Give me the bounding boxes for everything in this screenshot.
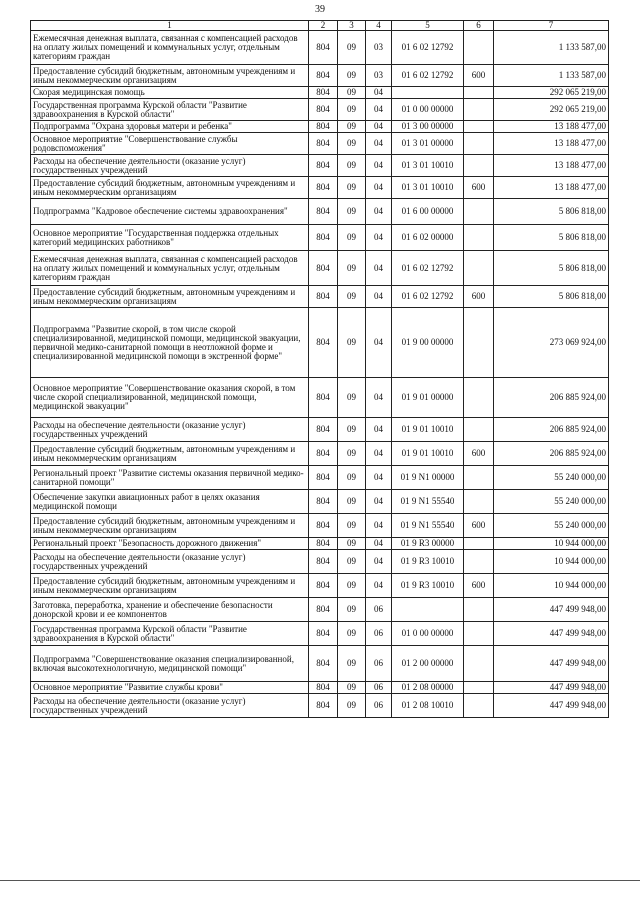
section-code-cell: 09 [338,466,366,490]
row-name-cell: Основное мероприятие "Совершенствование оказания скорой, в том числе скорой специализированной, медицинской помощи, медицинской эвакуации" [31,378,309,418]
target-article-cell: 01 6 02 12792 [392,65,464,87]
target-article-cell: 01 2 08 10010 [392,694,464,718]
amount-cell: 10 944 000,00 [494,550,609,574]
ministry-code-cell: 804 [309,286,338,308]
ministry-code-cell: 804 [309,225,338,251]
target-article-cell: 01 9 00 00000 [392,308,464,378]
section-code-cell: 09 [338,133,366,155]
expense-type-cell [464,682,494,694]
section-code-cell: 09 [338,155,366,177]
ministry-code-cell: 804 [309,550,338,574]
ministry-code-cell: 804 [309,682,338,694]
ministry-code-cell: 804 [309,378,338,418]
table-row [31,251,609,286]
target-article-cell: 01 9 01 00000 [392,378,464,418]
ministry-code-cell: 804 [309,251,338,286]
table-row [31,442,609,466]
expense-type-cell [464,133,494,155]
row-name-cell: Предоставление субсидий бюджетным, автономным учреждениям и иным некоммерческим организациям [31,442,309,466]
amount-cell: 5 806 818,00 [494,199,609,225]
section-code-cell: 09 [338,598,366,622]
table-body [31,31,609,718]
section-code-cell: 09 [338,199,366,225]
target-article-cell: 01 9 R3 00000 [392,538,464,550]
ministry-code-cell: 804 [309,31,338,65]
table-row [31,177,609,199]
table-row [31,225,609,251]
subsection-code-cell: 04 [366,87,392,99]
section-code-cell: 09 [338,622,366,646]
expense-type-cell: 600 [464,442,494,466]
subsection-code-cell: 04 [366,308,392,378]
row-name-cell: Заготовка, переработка, хранение и обеспечение безопасности донорской крови и ее компонентов [31,598,309,622]
expense-type-cell [464,490,494,514]
section-code-cell: 09 [338,308,366,378]
target-article-cell: 01 0 00 00000 [392,622,464,646]
section-code-cell: 09 [338,65,366,87]
amount-cell: 55 240 000,00 [494,466,609,490]
target-article-cell: 01 3 01 00000 [392,133,464,155]
target-article-cell: 01 9 N1 00000 [392,466,464,490]
subsection-code-cell: 04 [366,155,392,177]
table-row [31,622,609,646]
target-article-cell: 01 6 02 12792 [392,251,464,286]
table-row [31,514,609,538]
table-row [31,308,609,378]
subsection-code-cell: 04 [366,121,392,133]
subsection-code-cell: 06 [366,622,392,646]
expense-type-cell [464,622,494,646]
amount-cell: 447 499 948,00 [494,646,609,682]
expense-type-cell [464,87,494,99]
table-row [31,538,609,550]
section-code-cell: 09 [338,694,366,718]
target-article-cell: 01 9 R3 10010 [392,550,464,574]
target-article-cell: 01 0 00 00000 [392,99,464,121]
amount-cell: 292 065 219,00 [494,87,609,99]
ministry-code-cell: 804 [309,65,338,87]
section-code-cell: 09 [338,418,366,442]
expense-type-cell [464,99,494,121]
subsection-code-cell: 04 [366,225,392,251]
expense-type-cell: 600 [464,286,494,308]
ministry-code-cell: 804 [309,418,338,442]
subsection-code-cell: 04 [366,418,392,442]
subsection-code-cell: 04 [366,286,392,308]
section-code-cell: 09 [338,574,366,598]
row-name-cell: Основное мероприятие "Совершенствование службы родовспоможения" [31,133,309,155]
amount-cell: 447 499 948,00 [494,682,609,694]
target-article-cell: 01 9 R3 10010 [392,574,464,598]
amount-cell: 55 240 000,00 [494,490,609,514]
target-article-cell: 01 6 02 12792 [392,286,464,308]
row-name-cell: Предоставление субсидий бюджетным, автономным учреждениям и иным некоммерческим организациям [31,514,309,538]
expense-type-cell: 600 [464,65,494,87]
table-row [31,694,609,718]
amount-cell: 13 188 477,00 [494,155,609,177]
ministry-code-cell: 804 [309,308,338,378]
expense-type-cell [464,31,494,65]
expense-type-cell [464,694,494,718]
subsection-code-cell: 04 [366,177,392,199]
expense-type-cell [464,538,494,550]
row-name-cell: Расходы на обеспечение деятельности (оказание услуг) государственных учреждений [31,550,309,574]
section-code-cell: 09 [338,378,366,418]
subsection-code-cell: 04 [366,550,392,574]
target-article-cell: 01 6 00 00000 [392,199,464,225]
table-row [31,682,609,694]
subsection-code-cell: 04 [366,574,392,598]
row-name-cell: Предоставление субсидий бюджетным, автономным учреждениям и иным некоммерческим организациям [31,177,309,199]
page-number: 39 [315,4,325,15]
row-name-cell: Основное мероприятие "Развитие службы крови" [31,682,309,694]
expense-type-cell [464,155,494,177]
row-name-cell: Предоставление субсидий бюджетным, автономным учреждениям и иным некоммерческим организациям [31,286,309,308]
bottom-rule [0,880,640,881]
subsection-code-cell: 04 [366,378,392,418]
section-code-cell: 09 [338,682,366,694]
section-code-cell: 09 [338,121,366,133]
row-name-cell: Предоставление субсидий бюджетным, автономным учреждениям и иным некоммерческим организациям [31,574,309,598]
header-row [31,21,609,31]
amount-cell: 273 069 924,00 [494,308,609,378]
expense-type-cell [464,466,494,490]
table-row [31,65,609,87]
row-name-cell: Государственная программа Курской области "Развитие здравоохранения в Курской области" [31,99,309,121]
subsection-code-cell: 06 [366,598,392,622]
ministry-code-cell: 804 [309,442,338,466]
column-header: 4 [366,21,392,31]
subsection-code-cell: 04 [366,514,392,538]
row-name-cell: Расходы на обеспечение деятельности (оказание услуг) государственных учреждений [31,694,309,718]
row-name-cell: Региональный проект "Развитие системы оказания первичной медико-санитарной помощи" [31,466,309,490]
expense-type-cell [464,199,494,225]
row-name-cell: Подпрограмма "Совершенствование оказания специализированной, включая высокотехнологичную, медицинской помощи" [31,646,309,682]
amount-cell: 55 240 000,00 [494,514,609,538]
ministry-code-cell: 804 [309,514,338,538]
target-article-cell: 01 6 02 12792 [392,31,464,65]
target-article-cell: 01 3 01 10010 [392,177,464,199]
section-code-cell: 09 [338,31,366,65]
column-header: 3 [338,21,366,31]
target-article-cell: 01 2 00 00000 [392,646,464,682]
section-code-cell: 09 [338,99,366,121]
subsection-code-cell: 04 [366,99,392,121]
row-name-cell: Ежемесячная денежная выплата, связанная с компенсацией расходов на оплату жилых помещений и коммунальных услуг, отдельным категориям граждан [31,31,309,65]
row-name-cell: Обеспечение закупки авиационных работ в целях оказания медицинской помощи [31,490,309,514]
table-row [31,378,609,418]
amount-cell: 292 065 219,00 [494,99,609,121]
expense-type-cell [464,251,494,286]
ministry-code-cell: 804 [309,155,338,177]
subsection-code-cell: 04 [366,466,392,490]
expense-type-cell [464,378,494,418]
table-row [31,598,609,622]
column-header: 2 [309,21,338,31]
amount-cell: 5 806 818,00 [494,286,609,308]
ministry-code-cell: 804 [309,87,338,99]
expense-type-cell: 600 [464,574,494,598]
target-article-cell: 01 3 00 00000 [392,121,464,133]
ministry-code-cell: 804 [309,694,338,718]
table-row [31,286,609,308]
ministry-code-cell: 804 [309,574,338,598]
table-row [31,133,609,155]
table-row [31,574,609,598]
amount-cell: 5 806 818,00 [494,225,609,251]
section-code-cell: 09 [338,177,366,199]
amount-cell: 447 499 948,00 [494,622,609,646]
row-name-cell: Подпрограмма "Охрана здоровья матери и ребенка" [31,121,309,133]
subsection-code-cell: 06 [366,694,392,718]
section-code-cell: 09 [338,538,366,550]
ministry-code-cell: 804 [309,598,338,622]
subsection-code-cell: 03 [366,31,392,65]
subsection-code-cell: 04 [366,199,392,225]
ministry-code-cell: 804 [309,490,338,514]
target-article-cell: 01 3 01 10010 [392,155,464,177]
amount-cell: 206 885 924,00 [494,442,609,466]
section-code-cell: 09 [338,514,366,538]
amount-cell: 10 944 000,00 [494,538,609,550]
ministry-code-cell: 804 [309,646,338,682]
amount-cell: 206 885 924,00 [494,418,609,442]
row-name-cell: Подпрограмма "Развитие скорой, в том числе скорой специализированной, медицинской помощи, медицинской эвакуации, первичной медико-санитарной помощи в неотложной форме и специализированной медицинской помощи в экстренной форме" [31,308,309,378]
amount-cell: 13 188 477,00 [494,133,609,155]
section-code-cell: 09 [338,442,366,466]
expense-type-cell [464,308,494,378]
subsection-code-cell: 04 [366,251,392,286]
ministry-code-cell: 804 [309,177,338,199]
subsection-code-cell: 06 [366,646,392,682]
column-header: 5 [392,21,464,31]
ministry-code-cell: 804 [309,466,338,490]
target-article-cell: 01 9 01 10010 [392,442,464,466]
amount-cell: 10 944 000,00 [494,574,609,598]
row-name-cell: Скорая медицинская помощь [31,87,309,99]
row-name-cell: Государственная программа Курской области "Развитие здравоохранения в Курской области" [31,622,309,646]
target-article-cell: 01 9 N1 55540 [392,490,464,514]
amount-cell: 447 499 948,00 [494,694,609,718]
subsection-code-cell: 04 [366,490,392,514]
row-name-cell: Расходы на обеспечение деятельности (оказание услуг) государственных учреждений [31,418,309,442]
ministry-code-cell: 804 [309,121,338,133]
table-row [31,550,609,574]
expense-type-cell [464,418,494,442]
target-article-cell: 01 2 08 00000 [392,682,464,694]
target-article-cell [392,598,464,622]
table-row [31,121,609,133]
ministry-code-cell: 804 [309,199,338,225]
section-code-cell: 09 [338,87,366,99]
table-row [31,490,609,514]
row-name-cell: Подпрограмма "Кадровое обеспечение системы здравоохранения" [31,199,309,225]
expense-type-cell [464,646,494,682]
ministry-code-cell: 804 [309,622,338,646]
ministry-code-cell: 804 [309,538,338,550]
table-row [31,418,609,442]
ministry-code-cell: 804 [309,99,338,121]
row-name-cell: Основное мероприятие "Государственная поддержка отдельных категорий медицинских работников" [31,225,309,251]
amount-cell: 1 133 587,00 [494,65,609,87]
column-header: 6 [464,21,494,31]
table-row [31,87,609,99]
subsection-code-cell: 03 [366,65,392,87]
row-name-cell: Региональный проект "Безопасность дорожного движения" [31,538,309,550]
section-code-cell: 09 [338,646,366,682]
table-row [31,466,609,490]
expense-type-cell [464,121,494,133]
ministry-code-cell: 804 [309,133,338,155]
amount-cell: 5 806 818,00 [494,251,609,286]
section-code-cell: 09 [338,490,366,514]
expense-type-cell [464,598,494,622]
table-row [31,99,609,121]
section-code-cell: 09 [338,225,366,251]
subsection-code-cell: 04 [366,442,392,466]
target-article-cell [392,87,464,99]
expense-type-cell: 600 [464,514,494,538]
subsection-code-cell: 04 [366,538,392,550]
amount-cell: 206 885 924,00 [494,378,609,418]
amount-cell: 13 188 477,00 [494,177,609,199]
amount-cell: 1 133 587,00 [494,31,609,65]
column-header: 7 [494,21,609,31]
column-header: 1 [31,21,309,31]
section-code-cell: 09 [338,251,366,286]
budget-table [30,20,609,718]
amount-cell: 13 188 477,00 [494,121,609,133]
table-row [31,199,609,225]
table-row [31,646,609,682]
row-name-cell: Расходы на обеспечение деятельности (оказание услуг) государственных учреждений [31,155,309,177]
target-article-cell: 01 6 02 00000 [392,225,464,251]
target-article-cell: 01 9 N1 55540 [392,514,464,538]
expense-type-cell [464,550,494,574]
table-row [31,31,609,65]
expense-type-cell [464,225,494,251]
section-code-cell: 09 [338,550,366,574]
expense-type-cell: 600 [464,177,494,199]
table-row [31,155,609,177]
target-article-cell: 01 9 01 10010 [392,418,464,442]
subsection-code-cell: 06 [366,682,392,694]
section-code-cell: 09 [338,286,366,308]
row-name-cell: Предоставление субсидий бюджетным, автономным учреждениям и иным некоммерческим организациям [31,65,309,87]
row-name-cell: Ежемесячная денежная выплата, связанная с компенсацией расходов на оплату жилых помещений и коммунальных услуг, отдельным категориям граждан [31,251,309,286]
subsection-code-cell: 04 [366,133,392,155]
amount-cell: 447 499 948,00 [494,598,609,622]
